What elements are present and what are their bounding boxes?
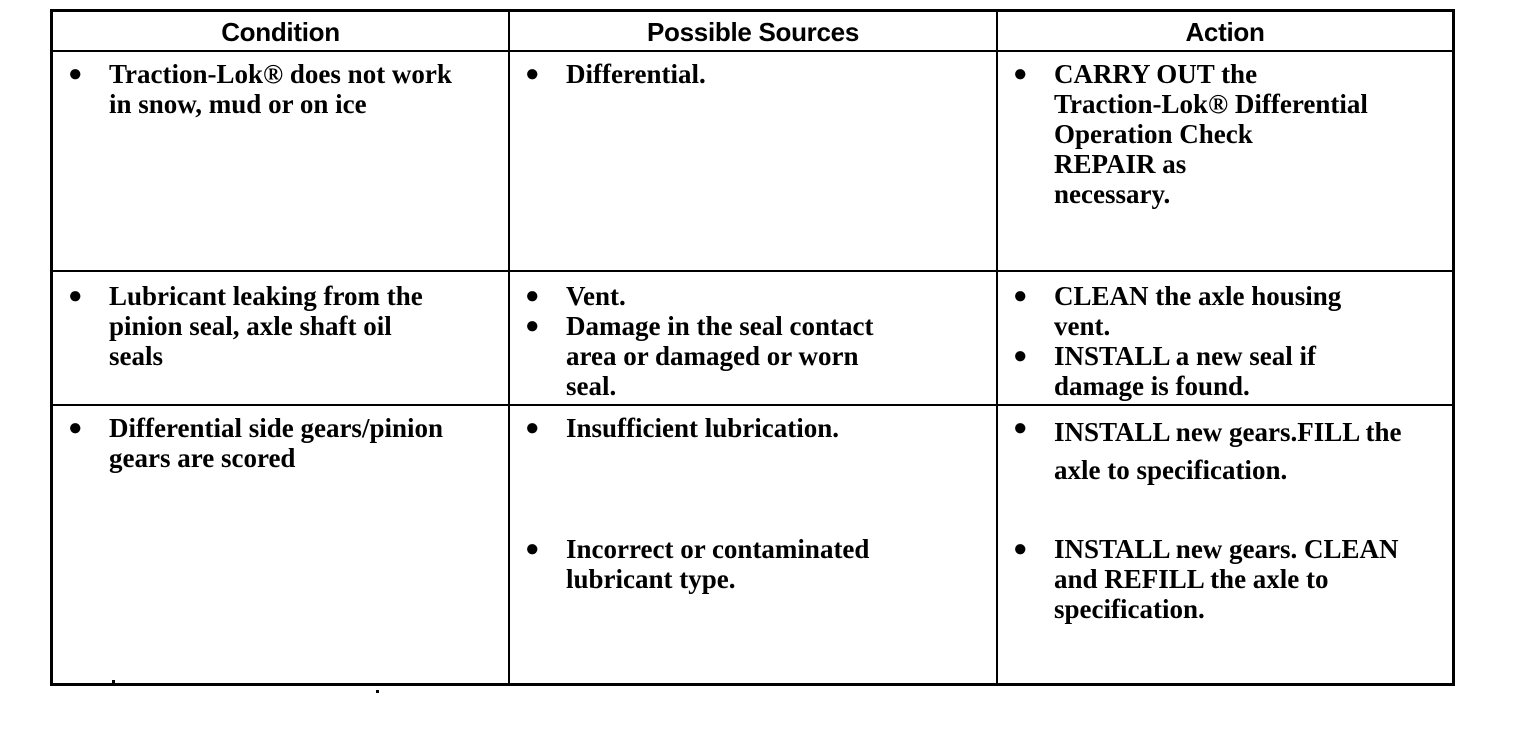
list-item: ● CLEAN the axle housing vent.: [1013, 281, 1342, 341]
row-3-condition: [53, 413, 508, 473]
list-item: ● Incorrect or contaminated lubricant type.: [525, 534, 870, 594]
list-item: ● Vent.: [525, 281, 626, 311]
list-item: ● INSTALL new gears.FILL the axle to specification.: [1013, 415, 1402, 485]
row-2-sources: [510, 281, 996, 401]
list-item: ● INSTALL a new seal if damage is found.: [1013, 341, 1317, 401]
header-action: Action: [1185, 16, 1265, 47]
bullet-icon: ●: [1013, 536, 1028, 562]
bullet-icon: ●: [525, 61, 540, 87]
row-1-action: [998, 59, 1452, 209]
bullet-icon: ●: [68, 415, 83, 441]
list-item: ● Lubricant leaking from the pinion seal, axle shaft oil seals: [68, 281, 423, 371]
bullet-icon: ●: [1013, 61, 1028, 87]
scan-speck: [376, 690, 379, 693]
header-condition: Condition: [221, 16, 340, 47]
bullet-icon: ●: [525, 283, 540, 309]
bullet-icon: ●: [68, 61, 83, 87]
row-divider-1: [53, 270, 1452, 272]
row-2-action: [998, 281, 1452, 401]
list-item: ● Damage in the seal contact area or damaged or worn seal.: [525, 311, 874, 401]
list-item: ● Differential side gears/pinion gears are scored: [68, 413, 443, 473]
list-item: ● CARRY OUT the Traction-Lok® Differential Operation Check REPAIR as necessary.: [1013, 59, 1368, 209]
row-1-condition: [53, 59, 508, 119]
scan-speck: [112, 680, 115, 683]
list-item: ● Insufficient lubrication.: [525, 413, 840, 443]
bullet-icon: ●: [525, 536, 540, 562]
row-1-sources: [510, 59, 996, 89]
bullet-icon: ●: [1013, 343, 1028, 369]
row-2-condition: [53, 281, 508, 371]
header-possible-sources: Possible Sources: [647, 16, 859, 47]
bullet-icon: ●: [68, 283, 83, 309]
bullet-icon: ●: [1013, 283, 1028, 309]
bullet-icon: ●: [525, 313, 540, 339]
list-item: ● Traction-Lok® does not work in snow, mud or on ice: [68, 59, 452, 119]
list-item: ● INSTALL new gears. CLEAN and REFILL the axle to specification.: [1013, 534, 1399, 624]
list-item: ● Differential.: [525, 59, 706, 89]
bullet-icon: ●: [1013, 415, 1028, 441]
troubleshooting-table: [50, 9, 1455, 686]
row-divider-2: [53, 404, 1452, 406]
bullet-icon: ●: [525, 415, 540, 441]
